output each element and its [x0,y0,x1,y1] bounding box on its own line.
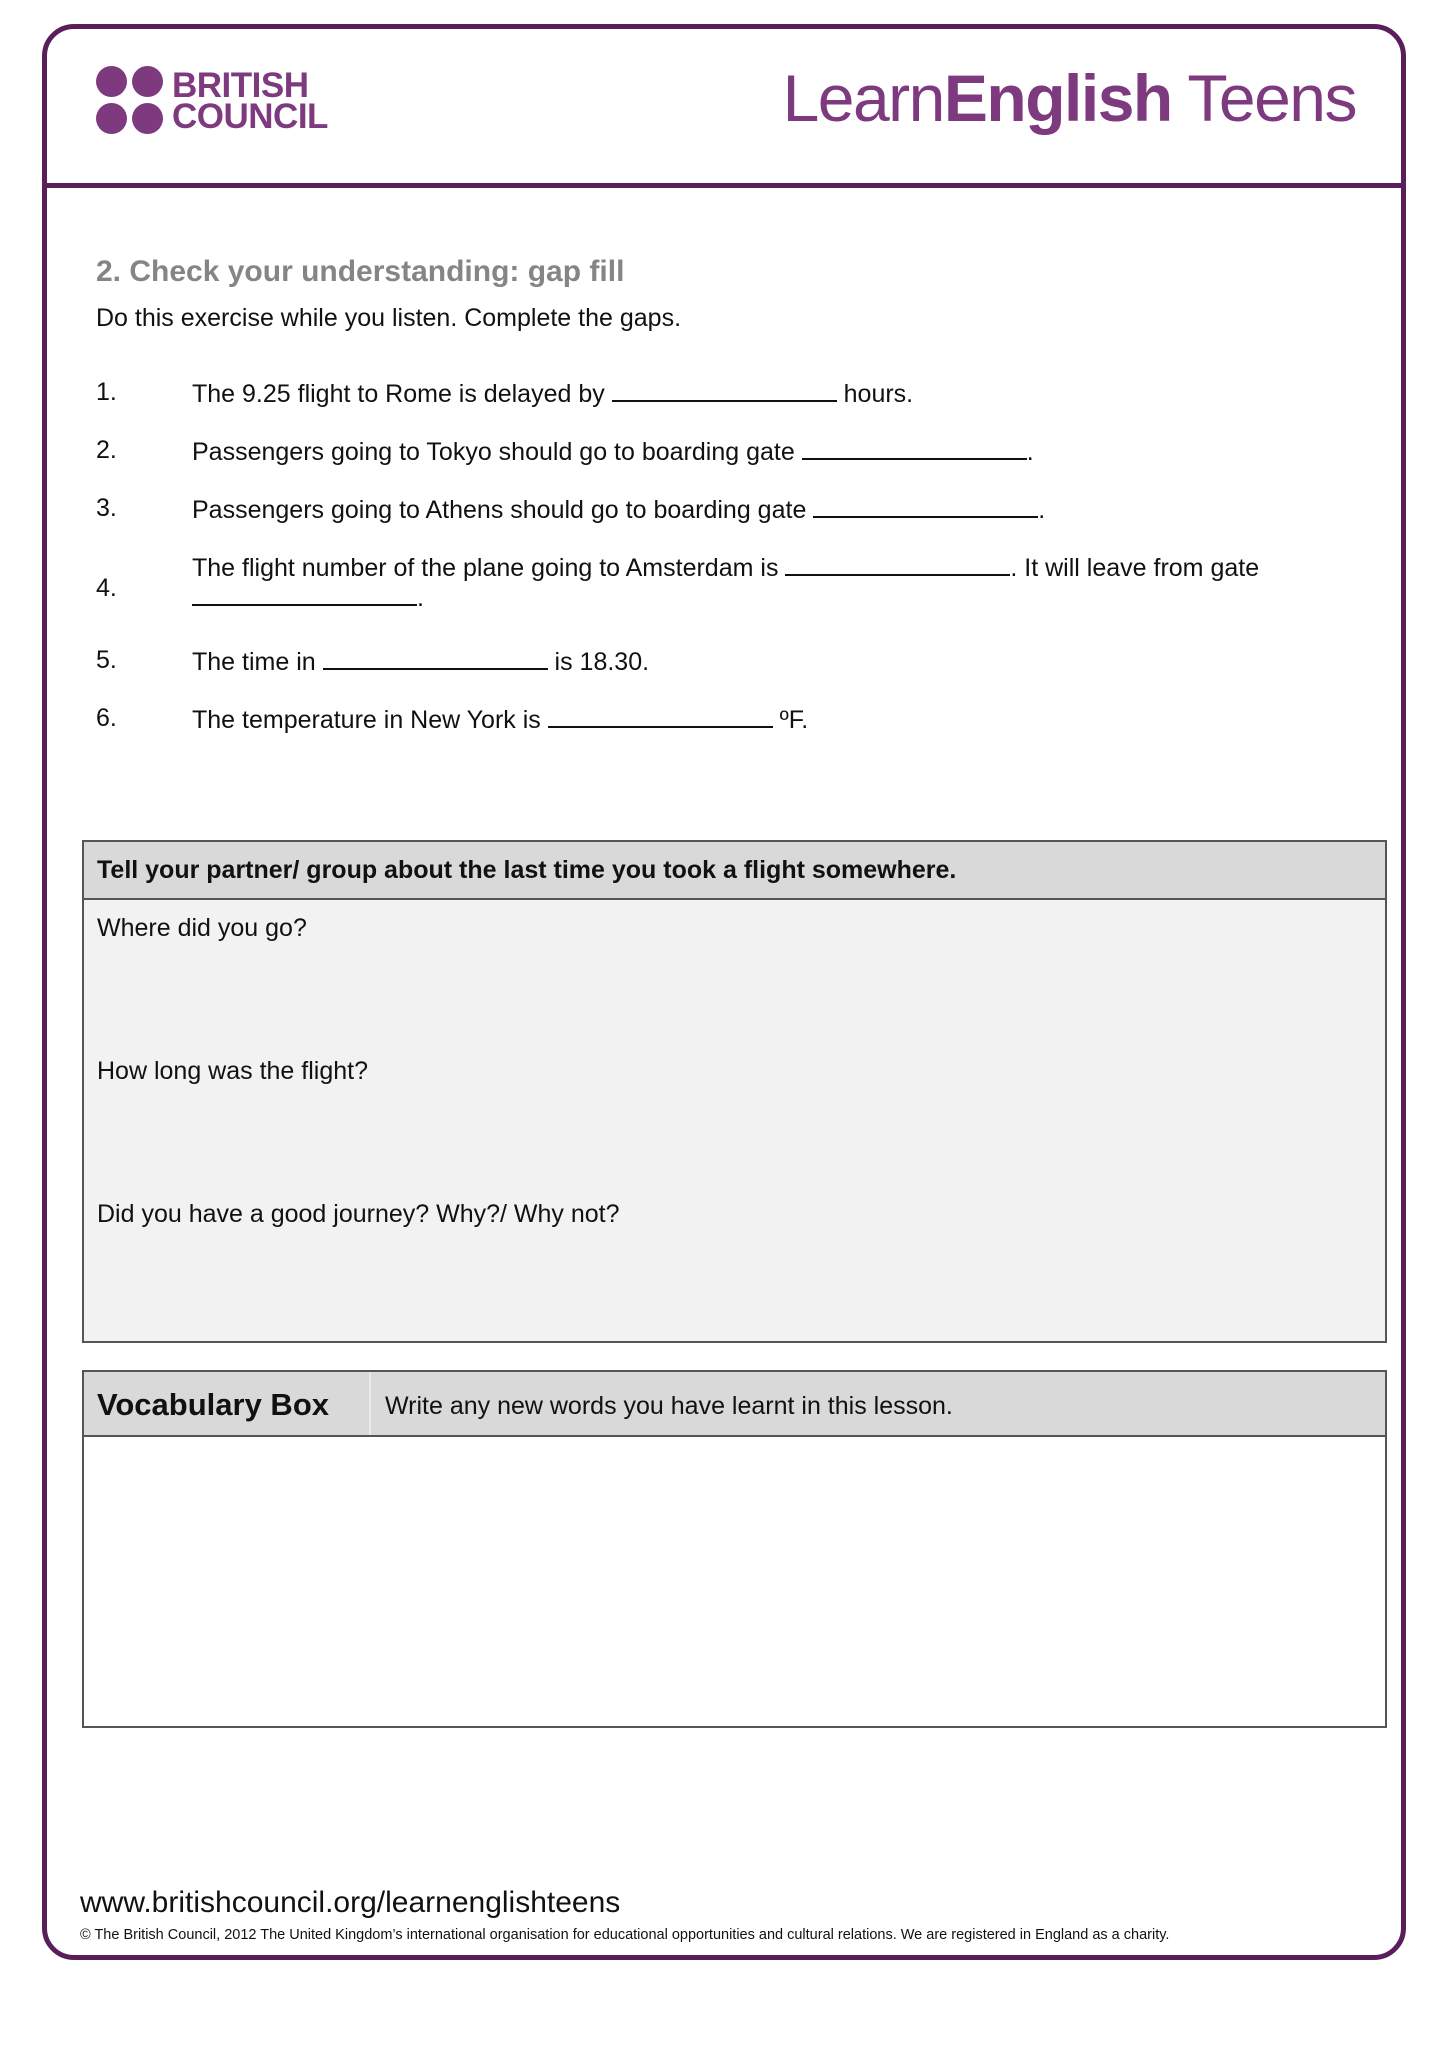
british-council-dots-icon [96,66,166,136]
vocabulary-header [84,1372,1385,1437]
vocabulary-title: Vocabulary Box [97,1387,330,1422]
vocabulary-writing-area[interactable] [84,1437,1385,1727]
vocabulary-instruction: Write any new words you have learnt in this lesson. [385,1392,953,1420]
gap-blank[interactable] [612,378,837,402]
gap-blank[interactable] [802,436,1027,460]
vocabulary-divider [369,1372,371,1435]
exercise-instruction: Do this exercise while you listen. Complete the gaps. [96,304,682,332]
header-divider [42,183,1406,188]
gap-blank[interactable] [192,582,417,606]
discussion-heading: Tell your partner/ group about the last time you took a flight somewhere. [84,842,1385,900]
discussion-question: How long was the flight? [97,1057,368,1085]
discussion-question: Did you have a good journey? Why?/ Why not? [97,1200,620,1228]
discussion-box [82,840,1387,1343]
gap-blank[interactable] [785,552,1010,576]
gap-blank[interactable] [548,704,773,728]
footer-copyright: © The British Council, 2012 The United Kingdom’s international organisation for educational opportunities and cultural relations. We are registered in England as a charity. [80,1927,1170,1943]
footer-url[interactable]: www.britishcouncil.org/learnenglishteens [80,1886,621,1919]
learnenglish-teens-logo: LearnEnglish Teens [782,61,1356,135]
section-title: 2. Check your understanding: gap fill [96,255,625,288]
vocabulary-box [82,1370,1387,1728]
british-council-logo [96,66,328,136]
british-council-wordmark: BRITISH COUNCIL [172,66,328,136]
gap-blank[interactable] [323,646,548,670]
gap-blank[interactable] [813,494,1038,518]
discussion-question: Where did you go? [97,914,307,942]
